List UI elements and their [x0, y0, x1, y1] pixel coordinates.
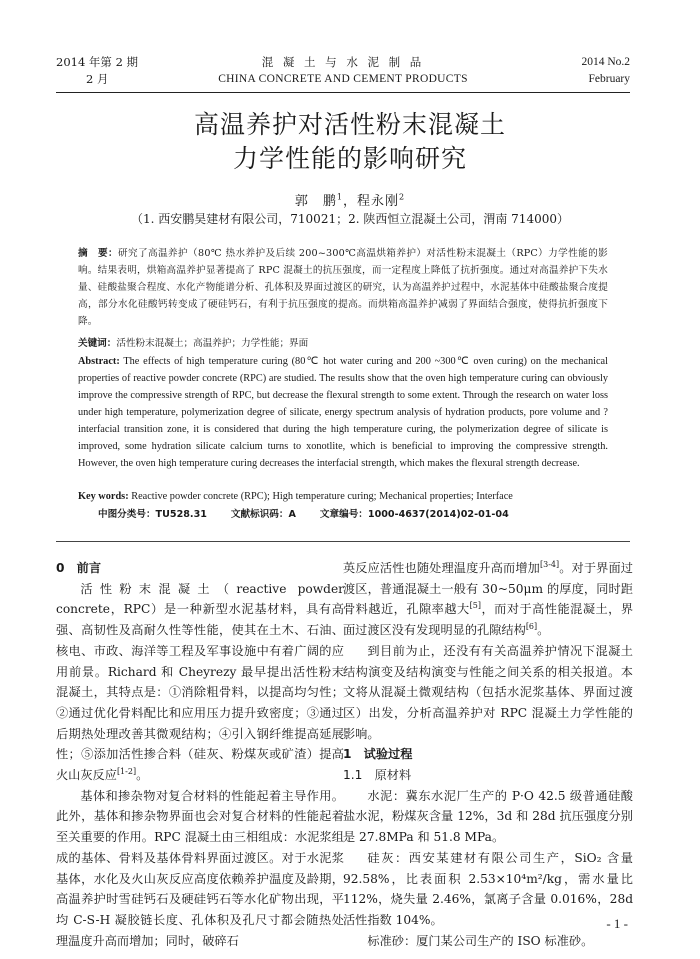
header-issue-en	[581, 54, 630, 88]
author-separator: ，	[342, 194, 357, 209]
month-cn: 2 月	[86, 72, 109, 86]
keywords-en	[78, 488, 608, 505]
keywords-cn-text: 活性粉末混凝土；高温养护；力学性能；界面	[116, 338, 309, 349]
journal-name-en: CHINA CONCRETE AND CEMENT PRODUCTS	[218, 73, 468, 85]
page-number: - 1 -	[606, 916, 628, 931]
citation-1-2: [1-2]	[116, 766, 137, 776]
title-line-1: 高温养护对活性粉末混凝土	[193, 110, 506, 139]
running-header	[56, 54, 630, 90]
keywords-en-label: Key words:	[78, 491, 129, 502]
paragraph-2: 基体和掺杂物对复合材料的性能起着主导作用。此外，基体和掺杂物界面也会对复合材料的性能起着至关重要的作用。RPC 混凝土由三相组成：水泥浆组成的基体、骨料及基体骨料界面过渡区。对于水泥浆基体，水化及火山灰反应高度依赖养护温度及龄期，高温养护时雪硅钙石及硬硅钙石等水化矿物出现，平均 C-S-H 凝胶链长度、孔体积及孔尺寸都会随热处理温度升高而增加；同时，破碎石	[56, 788, 344, 948]
document-code: 文献标识码：A	[230, 509, 296, 520]
abstract-cn-label: 摘 要：	[78, 248, 119, 259]
abstract-cn	[78, 245, 608, 330]
clc-number: 中图分类号：TU528.31	[98, 509, 207, 520]
author-2: 程永刚	[357, 194, 400, 209]
body-column-left	[56, 558, 344, 951]
journal-name-cn: 混 凝 土 与 水 泥 制 品	[261, 55, 425, 69]
author-1-affil-mark: 1	[336, 192, 343, 202]
paper-title	[0, 108, 700, 176]
keywords-en-text: Reactive powder concrete (RPC); High temperature curing; Mechanical properties; Interface	[131, 491, 513, 502]
paragraph-1-end: 。	[136, 768, 149, 783]
paragraph-standard-sand: 标准砂：厦门某公司生产的 ISO 标准砂。	[367, 933, 594, 948]
para-cont-text-a: 英反应活性也随处理温度升高而增加	[343, 561, 540, 575]
keywords-cn-label: 关键词：	[78, 338, 117, 349]
header-journal	[56, 54, 630, 88]
author-1: 郭 鹏	[294, 194, 337, 209]
classification-line	[98, 506, 533, 520]
title-line-2: 力学性能的影响研究	[232, 144, 467, 173]
author-2-affil-mark: 2	[399, 192, 406, 202]
author-list	[0, 190, 700, 209]
header-rule	[56, 92, 630, 93]
article-number: 文章编号：1000-4637(2014)02-01-04	[319, 509, 509, 520]
month-en: February	[588, 73, 630, 85]
keywords-cn	[78, 335, 608, 352]
citation-5: [5]	[469, 601, 482, 611]
paragraph-1	[56, 579, 344, 786]
citation-3-4: [3-4]	[540, 559, 560, 569]
issue-en: 2014 No.2	[581, 56, 630, 68]
para-cont-text-b: 。对于界面过渡区，普通混凝土一般有 30~50μm 的厚度，同时距骨料越近，孔隙率越大	[343, 561, 633, 617]
affiliations: （1. 西安鹏昊建材有限公司，710021；2. 陕西恒立混凝土公司，渭南 714000）	[131, 212, 569, 226]
para-cont-end: 。	[537, 623, 550, 638]
paragraph-2-cont	[343, 558, 633, 641]
citation-6: [6]	[525, 622, 538, 632]
issue-cn: 2014 年第 2 期	[56, 55, 139, 69]
abstract-en-text: The effects of high temperature curing (80℃ hot water curing and 200 ~300℃ oven curing) on the mechanical properties of reactive powder concrete (RPC) are studied. The results show that the oven high temperature curing can obviously improve the compressive strength of RPC, but decrease the flexural strength to some extent. Through the research on water loss under high temperature, polymerization degree of silicate, energy spectrum analysis of hydration products, pore volume and ?interfacial transition zone, it is considered that during the high temperature curing, the polymerization degree of silicate is improved, some hydration silicate calcium turns to xonotlite, which is beneficial to improving the compressive strength. However, the oven high temperature curing decreases the interfacial strength, which makes the flexural strength decrease.	[78, 356, 608, 469]
body-column-right	[343, 558, 633, 951]
abstract-en-label: Abstract:	[78, 356, 120, 367]
paragraph-1-text: 活性粉末混凝土（reactive powder concrete，RPC）是一种新型水泥基材料，具有高强、高韧性及高耐久性等性能，使其在土木、石油、核电、市政、海洋等工程及军事设施中有着广阔的应用前景。Richard 和 Cheyrezy 最早提出活性粉末混凝土，其特点是：①消除粗骨料，以提高均匀性；②通过优化骨料配比和应用压力提升致密度；③通过后期热处理改善其微观结构；④引入钢纤维提高延展性；⑤添加活性掺合料（硅灰、粉煤灰或矿渣）提高火山灰反应	[56, 581, 344, 783]
section-1-heading: 1 试验过程	[343, 747, 413, 762]
section-1-1-heading: 1.1 原材料	[343, 768, 412, 783]
abstract-en	[78, 353, 608, 472]
section-rule	[56, 541, 630, 542]
para-cont-text-c: ，而对于高性能混凝土，界面过渡区没有发现明显的孔隙结构	[343, 602, 634, 638]
abstract-cn-text: 研究了高温养护（80℃ 热水养护及后续 200~300℃高温烘箱养护）对活性粉末混凝土（RPC）力学性能的影响。结果表明，烘箱高温养护显著提高了 RPC 混凝土的抗压强度，而一定程度上降低了抗折强度。通过对高温养护下失水量、硅酸盐聚合程度、水化产物能谱分析、孔体积及界面过渡区的研究，认为高温养护过程中，水泥基体中硅酸盐聚合度提高，部分水化硅酸钙转变成了硬硅钙石，有利于抗压强度的提高。而烘箱高温养护减弱了界面结合强度，使得抗折强度下降。	[78, 248, 608, 327]
paragraph-3: 到目前为止，还没有有关高温养护情况下混凝土结构演变及结构演变与性能之间关系的相关报道。本文将从混凝土微观结构（包括水泥浆基体、界面过渡区）出发，分析高温养护对 RPC 混凝土力学性能的影响。	[343, 643, 633, 741]
paragraph-cement: 水泥：冀东水泥厂生产的 P·O 42.5 级普通硅酸盐水泥，粉煤灰含量 12%，3d 和 28d 抗压强度分别是 27.8MPa 和 51.8 MPa。	[343, 788, 633, 845]
paragraph-silica-fume: 硅灰：西安某建材有限公司生产，SiO₂ 含量 92.58%，比表面积 2.53×10⁴m²/kg，需水量比 112%，烧失量 2.46%，氯离子含量 0.016%，28d 活性指数 104%。	[343, 850, 633, 927]
section-0-heading: 0 前言	[56, 561, 102, 575]
